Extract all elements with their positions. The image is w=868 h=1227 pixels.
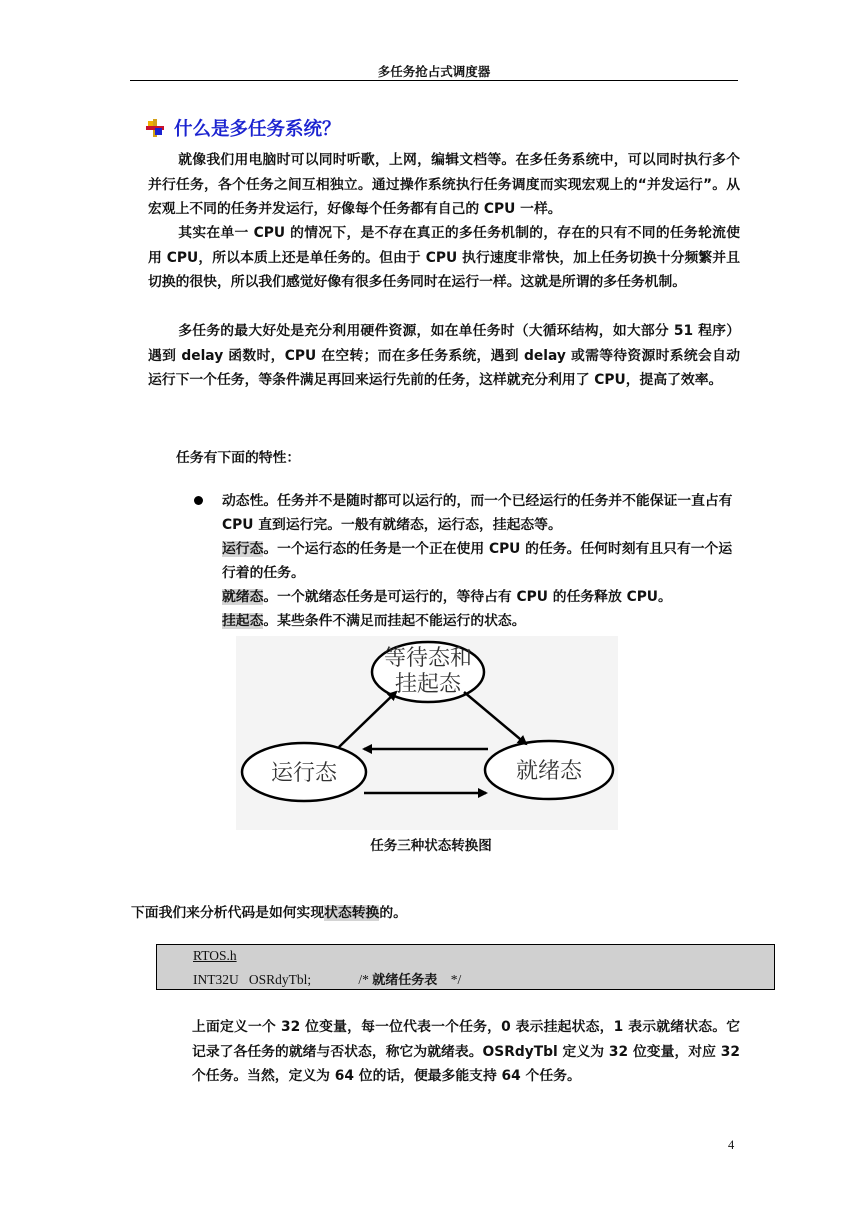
analysis-line	[131, 901, 407, 921]
state-diagram	[236, 636, 618, 830]
node-waiting-label-1: 等待态和	[383, 646, 473, 671]
analysis-suffix: 的。	[379, 905, 407, 921]
code-type: INT32U	[193, 972, 239, 987]
code-comment-close: */	[450, 972, 462, 987]
state-desc: 。一个就绪态任务是可运行的，等待占有 CPU 的任务释放 CPU。	[263, 589, 672, 605]
paragraph-1	[148, 148, 740, 222]
page-number: 4	[728, 1138, 735, 1152]
paragraph-1-text: 就像我们用电脑时可以同时听歌，上网，编辑文档等。在多任务系统中，可以同时执行多个并行任务，各个任务之间互相独立。通过操作系统执行任务调度而实现宏观上的“并发运行”。从宏观上不同的任务并发运行，好像每个任务都有自己的 CPU 一样。	[148, 152, 740, 217]
explanation-paragraph: 上面定义一个 32 位变量，每一位代表一个任务，0 表示挂起状态，1 表示就绪状态。它记录了各任务的就绪与否状态，称它为就绪表。OSRdyTbl 定义为 32 位变量，对应 32 个任务。当然，定义为 64 位的话，便最多能支持 64 个任务。	[192, 1019, 740, 1084]
features-title: 任务有下面的特性：	[176, 450, 301, 466]
section-heading	[146, 116, 341, 140]
code-line	[193, 969, 461, 988]
node-running-label: 运行态	[270, 761, 338, 786]
paragraph-3	[148, 319, 740, 393]
analysis-prefix: 下面我们来分析代码是如何实现	[131, 905, 325, 921]
state-desc: 。某些条件不满足而挂起不能运行的状态。	[263, 613, 526, 629]
state-term: 挂起态	[222, 613, 264, 629]
features-intro: 动态性。任务并不是随时都可以运行的，而一个已经运行的任务并不能保证一直占有 CPU 直到运行完。一般有就绪态，运行态，挂起态等。	[222, 493, 733, 533]
header-rule	[130, 80, 738, 81]
diagram-caption: 任务三种状态转换图	[370, 838, 492, 854]
state-ready	[222, 585, 742, 609]
features-list	[222, 489, 742, 633]
bullet-diamond-icon	[146, 119, 164, 137]
code-filename: RTOS.h	[193, 948, 237, 963]
page-header: 多任务抢占式调度器	[377, 64, 491, 79]
state-running	[222, 537, 742, 585]
state-term: 运行态	[222, 541, 264, 557]
section-title: 什么是多任务系统？	[174, 119, 341, 140]
code-comment-text: 就绪任务表	[372, 973, 438, 988]
state-term: 就绪态	[222, 589, 264, 605]
paragraph-3-text: 多任务的最大好处是充分利用硬件资源，如在单任务时（大循环结构，如大部分 51 程序）遇到 delay 函数时，CPU 在空转；而在多任务系统，遇到 delay 或需等待资源时系统会自动运行下一个任务，等条件满足再回来运行先前的任务，这样就充分利用了 CPU，提高了效率。	[148, 323, 740, 388]
analysis-highlight: 状态转换	[324, 905, 380, 921]
paragraph-2-text: 其实在单一 CPU 的情况下，是不存在真正的多任务机制的，存在的只有不同的任务轮流使用 CPU，所以本质上还是单任务的。但由于 CPU 执行速度非常快，加上任务切换十分频繁并且切换的很快，所以我们感觉好像有很多任务同时在运行一样。这就是所谓的多任务机制。	[148, 225, 740, 290]
code-var: OSRdyTbl;	[248, 972, 312, 987]
node-waiting-label-2: 挂起态	[394, 672, 462, 697]
bullet-dot-icon	[194, 496, 203, 505]
state-desc: 。一个运行态的任务是一个正在使用 CPU 的任务。任何时刻有且只有一个运行着的任务。	[222, 541, 733, 581]
code-box	[156, 944, 775, 990]
node-ready-label: 就绪态	[515, 759, 583, 784]
state-suspended	[222, 609, 742, 633]
paragraph-2	[148, 221, 740, 295]
code-comment-open: /*	[358, 972, 369, 987]
